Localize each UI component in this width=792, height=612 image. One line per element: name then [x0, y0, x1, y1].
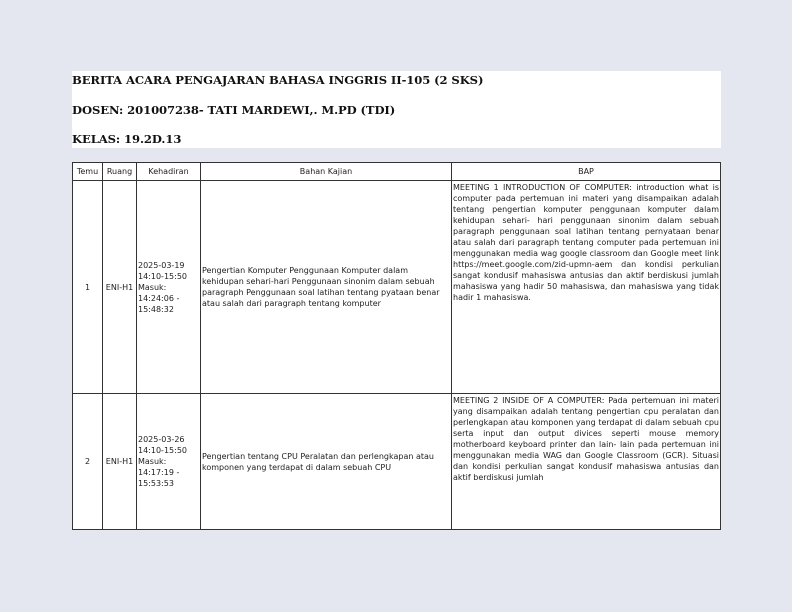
table-row — [73, 394, 721, 530]
cell-bahan-kajian: Pengertian tentang CPU Peralatan dan perlengkapan atau komponen yang terdapat di dalam sebuah CPU — [201, 394, 452, 530]
column-header-bap: BAP — [452, 163, 721, 181]
cell-kehadiran: 2025-03-26 14:10-15:50 Masuk: 14:17:19 - 15:53:53 — [137, 394, 201, 530]
column-header-ruang: Ruang — [103, 163, 137, 181]
cell-bap — [452, 394, 721, 530]
document-header — [72, 71, 721, 148]
bap-text: MEETING 2 INSIDE OF A COMPUTER: Pada pertemuan ini materi yang disampaikan adalah tentang pengertian cpu peralatan dan perlengkapan atau komponen yang terdapat di dalam sebuah cpu serta input dan output divices seperti mouse memory motherboard keyboard printer dan lain- lain pada pertemuan ini menggunakan media WAG dan Google Classroom (GCR). Situasi dan kondisi perkulian sangat kondusif mahasiswa antusias dan aktif berdiskusi jumlah — [453, 396, 719, 482]
column-header-kehadiran: Kehadiran — [137, 163, 201, 181]
column-header-temu: Temu — [73, 163, 103, 181]
bap-table — [72, 162, 721, 530]
table-header-row — [73, 163, 721, 181]
cell-ruang: ENI-H1 — [103, 394, 137, 530]
table-row — [73, 181, 721, 394]
cell-temu: 1 — [73, 181, 103, 394]
cell-kehadiran: 2025-03-19 14:10-15:50 Masuk: 14:24:06 - 15:48:32 — [137, 181, 201, 394]
class-line: KELAS: 19.2D.13 — [72, 132, 182, 146]
lecturer-line: DOSEN: 201007238- TATI MARDEWI,. M.PD (TDI) — [72, 103, 396, 117]
cell-bap — [452, 181, 721, 394]
bap-text: MEETING 1 INTRODUCTION OF COMPUTER: introduction what is computer pada pertemuan ini materi yang disampaikan adalah tentang pengertian komputer penggunaan komputer dalam kehidupan sehari- hari penggunaan sinonim dalam sebuah paragraph penggunaan soal latihan tentang pernyataan benar atau salah dari paragraph tentang computer pada pertemuan ini menggunakan media wag google classroom dan Google meet link https://meet.google.com/zid-upmn-aem dan kondisi perkulian sangat kondusif mahasiswa antusias dan aktif berdiskusi jumlah mahasiswa yang hadir 50 mahasiswa, dan mahasiswa yang tidak hadir 1 mahasiswa. — [453, 183, 719, 302]
cell-ruang: ENI-H1 — [103, 181, 137, 394]
document-title: BERITA ACARA PENGAJARAN BAHASA INGGRIS II-105 (2 SKS) — [72, 73, 484, 87]
cell-bahan-kajian: Pengertian Komputer Penggunaan Komputer dalam kehidupan sehari-hari Penggunaan sinonim dalam sebuah paragraph Penggunaan soal latihan tentang pyataan benar atau salah dari paragraph tentang komputer — [201, 181, 452, 394]
cell-temu: 2 — [73, 394, 103, 530]
column-header-bahan-kajian: Bahan Kajian — [201, 163, 452, 181]
